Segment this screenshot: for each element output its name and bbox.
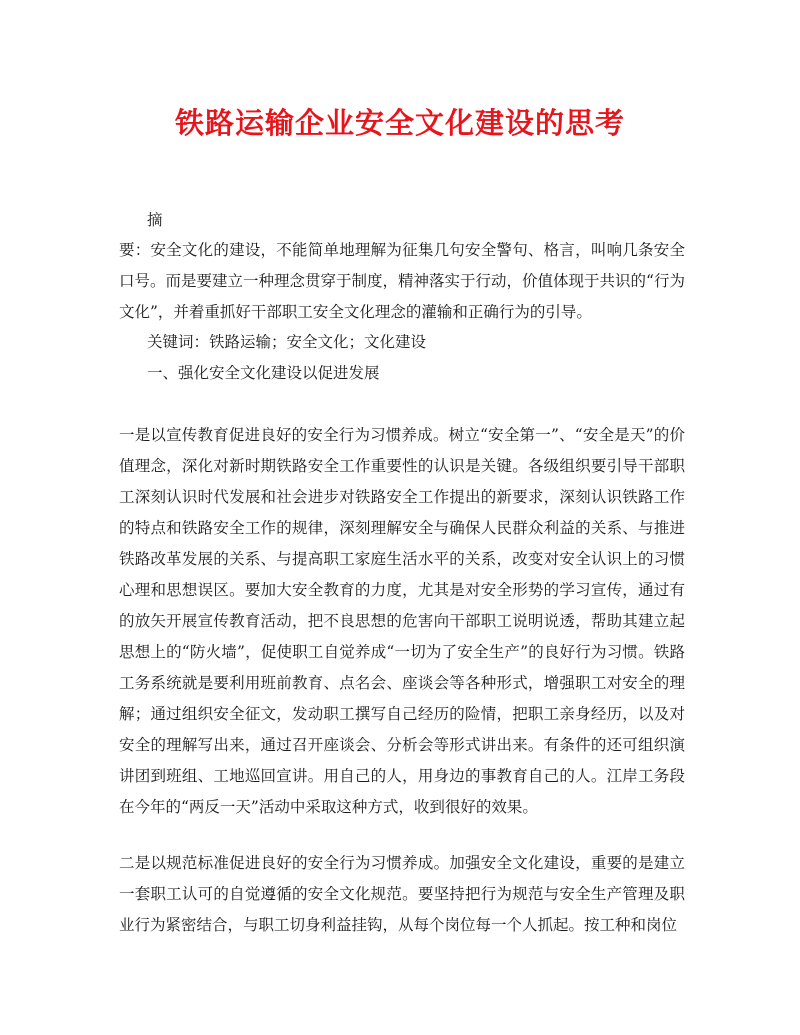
body-paragraph-2: 二是以规范标准促进良好的安全行为习惯养成。加强安全文化建设，重要的是建立一套职工认可的自觉遵循的安全文化规范。要坚持把行为规范与安全生产管理及职业行为紧密结合，与职工切身利益挂钩，从每个岗位每一个人抓起。按工种和岗位 <box>119 854 685 934</box>
body-paragraph-1: 一是以宣传教育促进良好的安全行为习惯养成。树立“安全第一”、“安全是天”的价值理念，深化对新时期铁路安全工作重要性的认识是关键。各级组织要引导干部职工深刻认识时代发展和社会进步对铁路安全工作提出的新要求，深刻认识铁路工作的特点和铁路安全工作的规律，深刻理解安全与确保人民群众利益的关系、与推进铁路改革发展的关系、与提高职工家庭生活水平的关系，改变对安全认识上的习惯心理和思想误区。要加大安全教育的力度，尤其是对安全形势的学习宣传，通过有的放矢开展宣传教育活动，把不良思想的危害向干部职工说明说透，帮助其建立起思想上的“防火墙”，促使职工自觉养成“一切为了安全生产”的良好行为习惯。铁路工务系统就是要利用班前教育、点名会、座谈会等各种形式，增强职工对安全的理解；通过组织安全征文，发动职工撰写自己经历的险情，把职工亲身经历，以及对安全的理解写出来，通过召开座谈会、分析会等形式讲出来。有条件的还可组织演讲团到班组、工地巡回宣讲。用自己的人，用身边的事教育自己的人。江岸工务段在今年的“两反一天”活动中采取这种方式，收到很好的效果。 <box>119 426 685 816</box>
abstract-text: 要：安全文化的建设，不能简单地理解为征集几句安全警句、格言，叫响几条安全口号。而是要建立一种理念贯穿于制度，精神落实于行动，价值体现于共识的“行为文化”，并着重抓好干部职工安全文化理念的灌输和正确行为的引导。 <box>119 241 685 321</box>
document-title: 铁路运输企业安全文化建设的思考 <box>174 106 625 140</box>
section-heading: 一、强化安全文化建设以促进发展 <box>147 364 380 382</box>
keywords-line: 关键词：铁路运输；安全文化；文化建设 <box>147 333 427 351</box>
abstract-label: 摘 <box>147 211 163 229</box>
